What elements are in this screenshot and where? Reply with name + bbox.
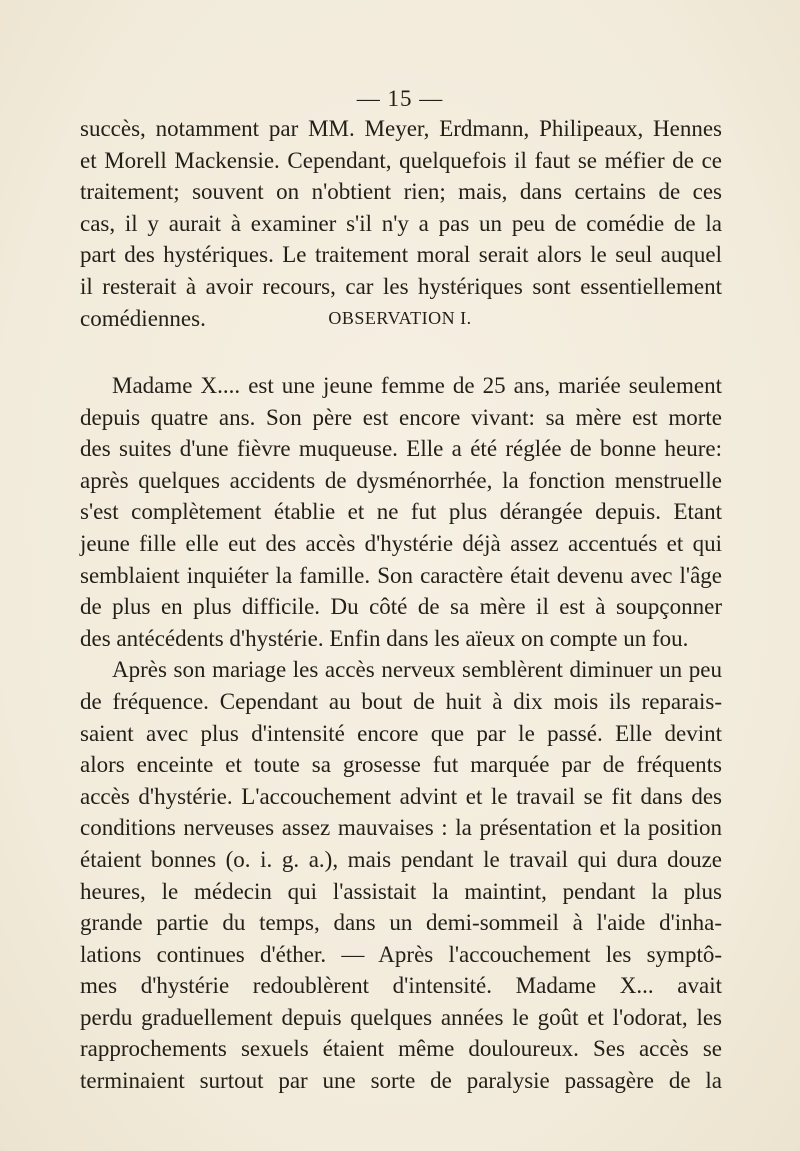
text-line: succès, notamment par MM. Meyer, Erdmann, Philipeaux, Hennes: [80, 116, 722, 141]
text-line: jeune fille elle eut des accès d'hystérie déjà assez accentués et qui: [80, 530, 722, 556]
text-line: saient avec plus d'intensité encore que par le passé. Elle devint: [80, 720, 722, 746]
text-line: il resterait à avoir recours, car les hystériques sont essentiellement: [80, 273, 722, 299]
text-line: s'est complètement établie et ne fut plus dérangée depuis. Etant: [80, 499, 722, 525]
text-line: conditions nerveuses assez mauvaises : la présentation et la position: [80, 815, 722, 841]
page-number: — 15 —: [356, 86, 444, 111]
text-line: heures, le médecin qui l'assistait la maintint, pendant la plus: [80, 878, 722, 904]
text-line: rapprochements sexuels étaient même douloureux. Ses accès se: [80, 1036, 722, 1062]
text-line: part des hystériques. Le traitement moral serait alors le seul auquel: [80, 242, 722, 268]
text-line: grande partie du temps, dans un demi-sommeil à l'aide d'inha-: [80, 910, 722, 936]
section-heading: OBSERVATION I.: [328, 308, 472, 328]
text-line: Après son mariage les accès nerveux semblèrent diminuer un peu: [112, 657, 722, 683]
text-line: comédiennes.: [80, 305, 206, 331]
text-line: lations continues d'éther. — Après l'accouchement les symptô-: [80, 941, 722, 967]
text-line: traitement; souvent on n'obtient rien; mais, dans certains de ces: [80, 179, 722, 205]
intro-paragraph: [80, 113, 722, 334]
observation-paragraph: [80, 370, 722, 1097]
text-line: des suites d'une fièvre muqueuse. Elle a été réglée de bonne heure:: [80, 436, 722, 462]
text-line: et Morell Mackensie. Cependant, quelquefois il faut se méfier de ce: [80, 147, 722, 173]
text-line: perdu graduellement depuis quelques années le goût et l'odorat, les: [80, 1004, 722, 1030]
text-line: accès d'hystérie. L'accouchement advint et le travail se fit dans des: [80, 783, 722, 809]
text-line: des antécédents d'hystérie. Enfin dans les aïeux on compte un fou.: [80, 625, 689, 651]
text-line: alors enceinte et toute sa grosesse fut marquée par de fréquents: [80, 752, 722, 778]
text-line: semblaient inquiéter la famille. Son caractère était devenu avec l'âge: [80, 562, 722, 588]
text-line: mes d'hystérie redoublèrent d'intensité. Madame X... avait: [80, 973, 722, 999]
text-line: étaient bonnes (o. i. g. a.), mais pendant le travail qui dura douze: [80, 846, 722, 872]
text-line: Madame X.... est une jeune femme de 25 ans, mariée seulement: [112, 373, 722, 398]
text-line: après quelques accidents de dysménorrhée, la fonction menstruelle: [80, 467, 722, 493]
text-line: de plus en plus difficile. Du côté de sa mère il est à soupçonner: [80, 594, 722, 620]
text-line: depuis quatre ans. Son père est encore vivant: sa mère est morte: [80, 404, 722, 430]
text-line: terminaient surtout par une sorte de paralysie passagère de la: [80, 1068, 722, 1094]
text-line: de fréquence. Cependant au bout de huit à dix mois ils reparais-: [80, 688, 722, 714]
text-line: cas, il y aurait à examiner s'il n'y a pas un peu de comédie de la: [80, 210, 722, 236]
